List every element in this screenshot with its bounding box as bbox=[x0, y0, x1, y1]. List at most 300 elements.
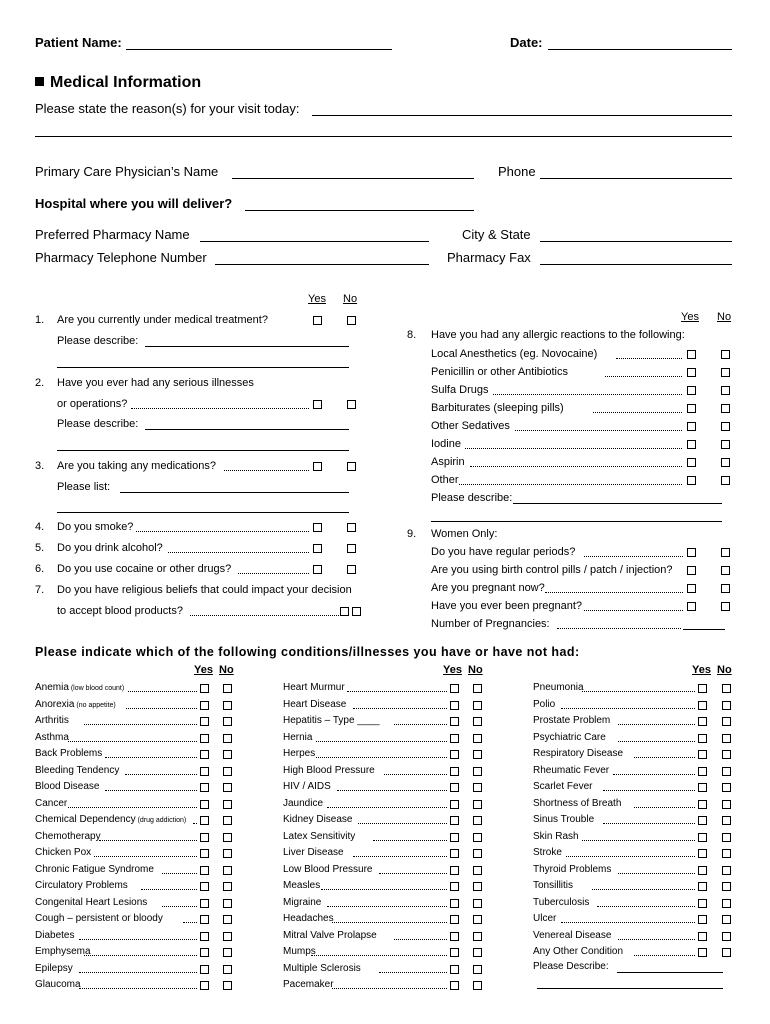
condition-leader bbox=[183, 922, 197, 923]
q8-describe-field[interactable] bbox=[513, 503, 722, 504]
condition-leader bbox=[332, 922, 447, 923]
condition-leader bbox=[597, 906, 695, 907]
q3-list-field-2[interactable] bbox=[57, 512, 349, 513]
q8-describe-field-2[interactable] bbox=[431, 521, 722, 522]
condition-label: Sinus Trouble bbox=[533, 814, 595, 825]
q7-yes-checkbox[interactable] bbox=[352, 607, 361, 616]
condition-yes-checkbox[interactable] bbox=[450, 767, 459, 776]
hospital-label: Hospital where you will deliver? bbox=[35, 196, 233, 211]
condition-yes-checkbox[interactable] bbox=[450, 866, 459, 875]
condition-label: Cancer bbox=[35, 797, 68, 809]
condition-no-checkbox[interactable] bbox=[223, 981, 232, 990]
condition-no-checkbox[interactable] bbox=[473, 833, 482, 842]
condition-leader bbox=[94, 856, 197, 857]
condition-leader bbox=[634, 807, 695, 808]
allergy-leader bbox=[470, 466, 682, 467]
condition-label: Epilepsy bbox=[35, 962, 73, 974]
condition-label: Asthma bbox=[35, 731, 69, 743]
condition-leader bbox=[84, 955, 197, 956]
condition-no-checkbox[interactable] bbox=[473, 717, 482, 726]
allergy-no-checkbox[interactable] bbox=[721, 386, 730, 395]
condition-no-checkbox[interactable] bbox=[722, 717, 731, 726]
no-header-left: No bbox=[343, 293, 358, 305]
condition-yes-checkbox[interactable] bbox=[450, 981, 459, 990]
condition-no-checkbox[interactable] bbox=[473, 701, 482, 710]
condition-no-checkbox[interactable] bbox=[473, 932, 482, 941]
condition-yes-checkbox[interactable] bbox=[200, 932, 209, 941]
allergy-no-checkbox[interactable] bbox=[721, 440, 730, 449]
q3-text: Are you taking any medications? bbox=[57, 460, 216, 472]
condition-yes-checkbox[interactable] bbox=[698, 915, 707, 924]
condition-leader bbox=[394, 939, 447, 940]
women-no-checkbox[interactable] bbox=[721, 602, 730, 611]
condition-yes-checkbox[interactable] bbox=[698, 717, 707, 726]
allergy-yes-checkbox[interactable] bbox=[687, 350, 696, 359]
condition-label: Herpes bbox=[283, 748, 316, 759]
condition-leader bbox=[618, 873, 695, 874]
q3-no-checkbox[interactable] bbox=[347, 462, 356, 471]
women-leader bbox=[584, 556, 683, 557]
q4-yes-checkbox[interactable] bbox=[313, 523, 322, 532]
condition-leader bbox=[353, 856, 447, 857]
condition-no-checkbox[interactable] bbox=[473, 899, 482, 908]
condition-no-checkbox[interactable] bbox=[223, 816, 232, 825]
patient-name-field[interactable] bbox=[126, 49, 392, 50]
condition-yes-checkbox[interactable] bbox=[450, 816, 459, 825]
conditions-title: Please indicate which of the following conditions/illnesses you have or have not had: bbox=[35, 645, 580, 659]
condition-no-checkbox[interactable] bbox=[722, 767, 731, 776]
condition-yes-checkbox[interactable] bbox=[698, 899, 707, 908]
women-question-label: Do you have regular periods? bbox=[431, 546, 576, 558]
condition-label: HIV / AIDS bbox=[283, 781, 331, 792]
condition-no-checkbox[interactable] bbox=[223, 849, 232, 858]
condition-label: Cough – persistent or bloody bbox=[35, 913, 163, 924]
condition-yes-checkbox[interactable] bbox=[200, 783, 209, 792]
q6-number: 6. bbox=[35, 563, 45, 575]
q3-list-field[interactable] bbox=[120, 492, 349, 493]
condition-yes-checkbox[interactable] bbox=[698, 767, 707, 776]
allergy-label: Sulfa Drugs bbox=[431, 384, 489, 396]
condition-no-checkbox[interactable] bbox=[473, 816, 482, 825]
condition-leader bbox=[162, 906, 197, 907]
condition-label: Low Blood Pressure bbox=[283, 863, 373, 875]
q2-describe-field[interactable] bbox=[145, 429, 349, 430]
condition-no-checkbox[interactable] bbox=[722, 899, 731, 908]
reason-field-2[interactable] bbox=[35, 136, 732, 137]
q7-number: 7. bbox=[35, 584, 45, 596]
condition-yes-checkbox[interactable] bbox=[698, 849, 707, 858]
allergy-leader bbox=[459, 484, 682, 485]
condition-yes-checkbox[interactable] bbox=[200, 701, 209, 710]
condition-yes-checkbox[interactable] bbox=[200, 833, 209, 842]
num-pregnancies-field[interactable] bbox=[683, 629, 725, 630]
condition-label: Scarlet Fever bbox=[533, 781, 593, 792]
conditions-yes-header: Yes bbox=[443, 664, 462, 676]
allergy-no-checkbox[interactable] bbox=[721, 404, 730, 413]
condition-leader bbox=[394, 724, 447, 725]
condition-label: Chronic Fatigue Syndrome bbox=[35, 863, 154, 875]
city-state-field[interactable] bbox=[540, 241, 732, 242]
q1-describe-label: Please describe: bbox=[57, 335, 139, 347]
q4-number: 4. bbox=[35, 521, 45, 533]
condition-yes-checkbox[interactable] bbox=[450, 899, 459, 908]
condition-yes-checkbox[interactable] bbox=[200, 866, 209, 875]
condition-label: Hernia bbox=[283, 731, 313, 743]
condition-leader bbox=[68, 741, 197, 742]
patient-name-label: Patient Name: bbox=[35, 35, 122, 50]
q1-no-checkbox[interactable] bbox=[347, 316, 356, 325]
condition-no-checkbox[interactable] bbox=[722, 948, 731, 957]
condition-no-checkbox[interactable] bbox=[223, 915, 232, 924]
condition-no-checkbox[interactable] bbox=[223, 783, 232, 792]
phone-field[interactable] bbox=[540, 178, 732, 179]
condition-no-checkbox[interactable] bbox=[223, 767, 232, 776]
women-question-label: Have you ever been pregnant? bbox=[431, 600, 583, 612]
condition-yes-checkbox[interactable] bbox=[450, 717, 459, 726]
condition-no-checkbox[interactable] bbox=[223, 750, 232, 759]
women-yes-checkbox[interactable] bbox=[687, 548, 696, 557]
q6-yes-checkbox[interactable] bbox=[313, 565, 322, 574]
q6-text: Do you use cocaine or other drugs? bbox=[57, 563, 232, 575]
condition-leader bbox=[592, 889, 695, 890]
num-pregnancies-label: Number of Pregnancies: bbox=[431, 618, 550, 630]
condition-yes-checkbox[interactable] bbox=[200, 849, 209, 858]
condition-no-checkbox[interactable] bbox=[223, 882, 232, 891]
allergy-yes-checkbox[interactable] bbox=[687, 386, 696, 395]
condition-leader bbox=[561, 922, 695, 923]
no-header-right: No bbox=[717, 311, 732, 323]
condition-yes-checkbox[interactable] bbox=[200, 882, 209, 891]
q6-no-checkbox[interactable] bbox=[347, 565, 356, 574]
condition-no-checkbox[interactable] bbox=[223, 899, 232, 908]
condition-label: Shortness of Breath bbox=[533, 797, 622, 809]
q7-no-checkbox[interactable] bbox=[340, 607, 349, 616]
condition-no-checkbox[interactable] bbox=[722, 866, 731, 875]
condition-yes-checkbox[interactable] bbox=[450, 701, 459, 710]
condition-yes-checkbox[interactable] bbox=[200, 750, 209, 759]
allergy-yes-checkbox[interactable] bbox=[687, 422, 696, 431]
condition-no-checkbox[interactable] bbox=[473, 866, 482, 875]
condition-yes-checkbox[interactable] bbox=[450, 932, 459, 941]
allergy-no-checkbox[interactable] bbox=[721, 476, 730, 485]
women-leader bbox=[545, 592, 683, 593]
condition-yes-checkbox[interactable] bbox=[698, 750, 707, 759]
condition-label: Psychiatric Care bbox=[533, 731, 606, 743]
condition-no-checkbox[interactable] bbox=[473, 800, 482, 809]
condition-leader bbox=[99, 840, 197, 841]
condition-label: Skin Rash bbox=[533, 830, 579, 842]
condition-yes-checkbox[interactable] bbox=[200, 800, 209, 809]
condition-label: Diabetes bbox=[35, 929, 75, 941]
allergy-no-checkbox[interactable] bbox=[721, 350, 730, 359]
condition-no-checkbox[interactable] bbox=[722, 816, 731, 825]
condition-no-checkbox[interactable] bbox=[473, 948, 482, 957]
condition-label: Multiple Sclerosis bbox=[283, 962, 361, 974]
condition-label: Jaundice bbox=[283, 797, 324, 809]
q2-no-checkbox[interactable] bbox=[347, 400, 356, 409]
condition-label: Rheumatic Fever bbox=[533, 764, 610, 776]
condition-label: Kidney Disease bbox=[283, 814, 353, 825]
hospital-field[interactable] bbox=[245, 210, 474, 211]
condition-no-checkbox[interactable] bbox=[223, 965, 232, 974]
q9-number: 9. bbox=[407, 528, 417, 540]
q1-yes-checkbox[interactable] bbox=[313, 316, 322, 325]
condition-label: Chemotherapy bbox=[35, 830, 101, 842]
condition-leader bbox=[347, 691, 447, 692]
condition-yes-checkbox[interactable] bbox=[698, 948, 707, 957]
allergy-yes-checkbox[interactable] bbox=[687, 404, 696, 413]
yes-header-left: Yes bbox=[308, 293, 326, 305]
allergy-no-checkbox[interactable] bbox=[721, 422, 730, 431]
condition-leader bbox=[321, 889, 447, 890]
condition-yes-checkbox[interactable] bbox=[698, 882, 707, 891]
condition-yes-checkbox[interactable] bbox=[200, 965, 209, 974]
condition-no-checkbox[interactable] bbox=[223, 717, 232, 726]
q3-yes-checkbox[interactable] bbox=[313, 462, 322, 471]
pharmacy-field[interactable] bbox=[200, 241, 429, 242]
condition-label: Ulcer bbox=[533, 913, 557, 924]
condition-no-checkbox[interactable] bbox=[223, 932, 232, 941]
condition-no-checkbox[interactable] bbox=[722, 783, 731, 792]
condition-no-checkbox[interactable] bbox=[473, 684, 482, 693]
condition-yes-checkbox[interactable] bbox=[698, 783, 707, 792]
date-field[interactable] bbox=[548, 49, 732, 50]
q2-text-b: or operations? bbox=[57, 398, 128, 410]
condition-no-checkbox[interactable] bbox=[223, 948, 232, 957]
condition-yes-checkbox[interactable] bbox=[698, 816, 707, 825]
condition-yes-checkbox[interactable] bbox=[450, 734, 459, 743]
condition-yes-checkbox[interactable] bbox=[200, 816, 209, 825]
square-bullet-icon bbox=[35, 77, 44, 86]
date-label: Date: bbox=[510, 35, 543, 50]
condition-yes-checkbox[interactable] bbox=[698, 932, 707, 941]
women-yes-checkbox[interactable] bbox=[687, 602, 696, 611]
condition-leader bbox=[379, 972, 447, 973]
condition-leader bbox=[618, 724, 695, 725]
condition-no-checkbox[interactable] bbox=[473, 734, 482, 743]
condition-yes-checkbox[interactable] bbox=[698, 684, 707, 693]
col3-describe-field-2[interactable] bbox=[537, 988, 723, 989]
condition-leader bbox=[337, 790, 447, 791]
condition-label: Mumps bbox=[283, 946, 316, 957]
condition-yes-checkbox[interactable] bbox=[200, 915, 209, 924]
allergy-yes-checkbox[interactable] bbox=[687, 368, 696, 377]
condition-no-checkbox[interactable] bbox=[473, 882, 482, 891]
condition-label: High Blood Pressure bbox=[283, 764, 375, 776]
q8-text: Have you had any allergic reactions to the following: bbox=[431, 329, 685, 341]
q2-leader bbox=[131, 408, 309, 409]
pcp-field[interactable] bbox=[232, 178, 474, 179]
yes-header-right: Yes bbox=[681, 311, 699, 323]
q6-leader bbox=[238, 573, 309, 574]
condition-leader bbox=[105, 757, 197, 758]
condition-leader bbox=[634, 757, 695, 758]
condition-no-checkbox[interactable] bbox=[223, 734, 232, 743]
allergy-label: Iodine bbox=[431, 438, 461, 450]
q2-number: 2. bbox=[35, 377, 45, 389]
condition-label: Latex Sensitivity bbox=[283, 830, 356, 842]
condition-label: Heart Murmur bbox=[283, 682, 345, 693]
condition-no-checkbox[interactable] bbox=[722, 932, 731, 941]
condition-leader bbox=[618, 741, 695, 742]
condition-yes-checkbox[interactable] bbox=[698, 866, 707, 875]
condition-yes-checkbox[interactable] bbox=[450, 882, 459, 891]
condition-yes-checkbox[interactable] bbox=[698, 734, 707, 743]
condition-yes-checkbox[interactable] bbox=[450, 948, 459, 957]
condition-no-checkbox[interactable] bbox=[722, 833, 731, 842]
condition-no-checkbox[interactable] bbox=[473, 981, 482, 990]
q5-no-checkbox[interactable] bbox=[347, 544, 356, 553]
condition-no-checkbox[interactable] bbox=[722, 915, 731, 924]
condition-label: Chicken Pox bbox=[35, 847, 92, 858]
condition-yes-checkbox[interactable] bbox=[200, 948, 209, 957]
condition-no-checkbox[interactable] bbox=[722, 849, 731, 858]
q3-leader bbox=[224, 470, 309, 471]
reason-prompt: Please state the reason(s) for your visit today: bbox=[35, 101, 300, 116]
q1-text: Are you currently under medical treatment? bbox=[57, 314, 268, 326]
women-yes-checkbox[interactable] bbox=[687, 584, 696, 593]
condition-no-checkbox[interactable] bbox=[722, 800, 731, 809]
condition-leader bbox=[373, 840, 447, 841]
women-no-checkbox[interactable] bbox=[721, 584, 730, 593]
condition-no-checkbox[interactable] bbox=[473, 915, 482, 924]
condition-leader bbox=[68, 807, 197, 808]
conditions-yes-header: Yes bbox=[692, 664, 711, 676]
condition-no-checkbox[interactable] bbox=[223, 833, 232, 842]
condition-yes-checkbox[interactable] bbox=[450, 849, 459, 858]
pharmacy-fax-field[interactable] bbox=[540, 264, 732, 265]
condition-no-checkbox[interactable] bbox=[223, 701, 232, 710]
condition-label: Any Other Condition bbox=[533, 946, 624, 957]
q4-no-checkbox[interactable] bbox=[347, 523, 356, 532]
num-pregnancies-leader bbox=[557, 628, 681, 629]
condition-yes-checkbox[interactable] bbox=[200, 684, 209, 693]
women-no-checkbox[interactable] bbox=[721, 566, 730, 575]
condition-no-checkbox[interactable] bbox=[722, 701, 731, 710]
col3-describe-label: Please Describe: bbox=[533, 961, 609, 972]
allergy-leader bbox=[465, 448, 682, 449]
condition-no-checkbox[interactable] bbox=[473, 767, 482, 776]
col3-describe-field[interactable] bbox=[617, 972, 723, 973]
pharmacy-label: Preferred Pharmacy Name bbox=[35, 227, 190, 242]
condition-leader bbox=[561, 708, 695, 709]
q3-number: 3. bbox=[35, 460, 45, 472]
condition-label: Thyroid Problems bbox=[533, 863, 612, 875]
conditions-no-header: No bbox=[468, 664, 483, 676]
q2-describe-field-2[interactable] bbox=[57, 450, 349, 451]
q1-describe-field-2[interactable] bbox=[57, 367, 349, 368]
q1-describe-field[interactable] bbox=[145, 346, 349, 347]
condition-leader bbox=[311, 955, 447, 956]
women-no-checkbox[interactable] bbox=[721, 548, 730, 557]
condition-label: Emphysema bbox=[35, 946, 91, 957]
q8-number: 8. bbox=[407, 329, 417, 341]
allergy-no-checkbox[interactable] bbox=[721, 368, 730, 377]
q4-text: Do you smoke? bbox=[57, 521, 134, 533]
women-question-label: Are you using birth control pills / patch / injection? bbox=[431, 564, 673, 576]
condition-yes-checkbox[interactable] bbox=[698, 701, 707, 710]
condition-no-checkbox[interactable] bbox=[722, 750, 731, 759]
condition-no-checkbox[interactable] bbox=[223, 684, 232, 693]
section-title: Medical Information bbox=[35, 74, 201, 92]
condition-yes-checkbox[interactable] bbox=[200, 717, 209, 726]
condition-leader bbox=[358, 823, 447, 824]
condition-yes-checkbox[interactable] bbox=[200, 899, 209, 908]
condition-yes-checkbox[interactable] bbox=[450, 833, 459, 842]
condition-yes-checkbox[interactable] bbox=[200, 734, 209, 743]
condition-leader bbox=[162, 873, 197, 874]
condition-yes-checkbox[interactable] bbox=[450, 684, 459, 693]
condition-leader bbox=[327, 906, 447, 907]
allergy-yes-checkbox[interactable] bbox=[687, 476, 696, 485]
condition-no-checkbox[interactable] bbox=[722, 684, 731, 693]
conditions-no-header: No bbox=[219, 664, 234, 676]
condition-no-checkbox[interactable] bbox=[473, 750, 482, 759]
condition-yes-checkbox[interactable] bbox=[450, 750, 459, 759]
condition-yes-checkbox[interactable] bbox=[450, 783, 459, 792]
condition-label: Pacemaker bbox=[283, 979, 334, 990]
condition-yes-checkbox[interactable] bbox=[450, 915, 459, 924]
condition-no-checkbox[interactable] bbox=[223, 800, 232, 809]
pharmacy-fax-label: Pharmacy Fax bbox=[447, 250, 531, 265]
pharmacy-phone-field[interactable] bbox=[215, 264, 429, 265]
condition-no-checkbox[interactable] bbox=[223, 866, 232, 875]
condition-leader bbox=[634, 955, 695, 956]
city-state-label: City & State bbox=[462, 227, 531, 242]
condition-leader bbox=[79, 939, 197, 940]
condition-yes-checkbox[interactable] bbox=[200, 767, 209, 776]
condition-no-checkbox[interactable] bbox=[722, 734, 731, 743]
condition-yes-checkbox[interactable] bbox=[698, 833, 707, 842]
conditions-yes-header: Yes bbox=[194, 664, 213, 676]
allergy-leader bbox=[605, 376, 682, 377]
q2-yes-checkbox[interactable] bbox=[313, 400, 322, 409]
condition-leader bbox=[566, 856, 695, 857]
allergy-yes-checkbox[interactable] bbox=[687, 458, 696, 467]
condition-leader bbox=[332, 988, 447, 989]
condition-yes-checkbox[interactable] bbox=[450, 800, 459, 809]
condition-leader bbox=[353, 708, 447, 709]
condition-leader bbox=[193, 823, 197, 824]
reason-field-1[interactable] bbox=[312, 115, 732, 116]
condition-yes-checkbox[interactable] bbox=[450, 965, 459, 974]
allergy-no-checkbox[interactable] bbox=[721, 458, 730, 467]
condition-yes-checkbox[interactable] bbox=[698, 800, 707, 809]
condition-no-checkbox[interactable] bbox=[473, 849, 482, 858]
condition-label: Mitral Valve Prolapse bbox=[283, 929, 377, 941]
q7-text-a: Do you have religious beliefs that could impact your decision bbox=[57, 584, 352, 596]
allergy-label: Aspirin bbox=[431, 456, 465, 468]
condition-no-checkbox[interactable] bbox=[473, 965, 482, 974]
allergy-label: Other bbox=[431, 474, 459, 486]
condition-leader bbox=[105, 790, 197, 791]
women-leader bbox=[584, 610, 683, 611]
allergy-label: Local Anesthetics (eg. Novocaine) bbox=[431, 348, 598, 360]
q7-text-b: to accept blood products? bbox=[57, 605, 183, 617]
women-yes-checkbox[interactable] bbox=[687, 566, 696, 575]
condition-yes-checkbox[interactable] bbox=[200, 981, 209, 990]
condition-no-checkbox[interactable] bbox=[473, 783, 482, 792]
condition-label: Circulatory Problems bbox=[35, 880, 128, 891]
condition-label: Tonsillitis bbox=[533, 880, 574, 891]
q1-number: 1. bbox=[35, 314, 45, 326]
condition-no-checkbox[interactable] bbox=[722, 882, 731, 891]
q5-yes-checkbox[interactable] bbox=[313, 544, 322, 553]
condition-leader bbox=[582, 691, 695, 692]
condition-leader bbox=[79, 972, 197, 973]
condition-leader bbox=[126, 708, 198, 709]
allergy-yes-checkbox[interactable] bbox=[687, 440, 696, 449]
